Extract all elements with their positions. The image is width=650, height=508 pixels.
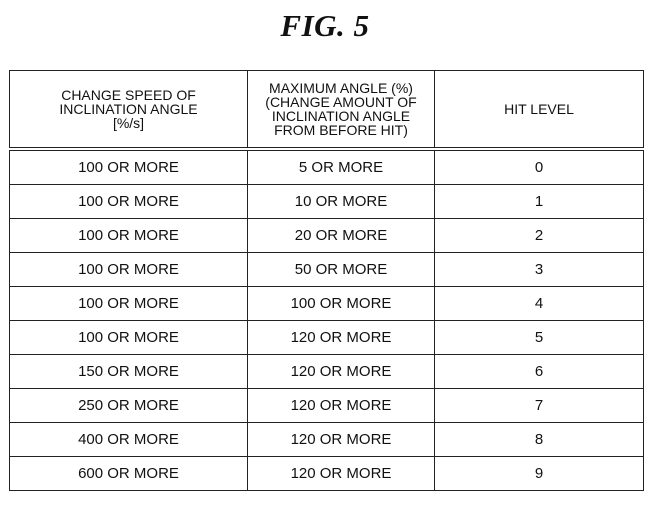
header-line: MAXIMUM ANGLE (%): [269, 80, 413, 96]
cell-maximum-angle: 120 OR MORE: [248, 321, 435, 355]
cell-change-speed: 100 OR MORE: [10, 253, 248, 287]
figure-title: FIG. 5: [280, 8, 370, 43]
cell-maximum-angle: 100 OR MORE: [248, 287, 435, 321]
cell-change-speed: 600 OR MORE: [10, 457, 248, 491]
header-hit-level: [435, 71, 644, 150]
header-line: [%/s]: [112, 115, 145, 131]
table-row: [10, 149, 644, 185]
table-row: [10, 287, 644, 321]
cell-hit-level: 2: [435, 219, 644, 253]
header-line: FROM BEFORE HIT): [274, 122, 408, 138]
cell-hit-level: 5: [435, 321, 644, 355]
cell-change-speed: 400 OR MORE: [10, 423, 248, 457]
table-row: [10, 321, 644, 355]
cell-change-speed: 100 OR MORE: [10, 185, 248, 219]
header-line: INCLINATION ANGLE: [271, 108, 411, 124]
table-row: [10, 253, 644, 287]
cell-maximum-angle: 120 OR MORE: [248, 457, 435, 491]
cell-maximum-angle: 5 OR MORE: [248, 149, 435, 185]
cell-maximum-angle: 120 OR MORE: [248, 423, 435, 457]
table-row: [10, 457, 644, 491]
cell-change-speed: 150 OR MORE: [10, 355, 248, 389]
table-header-row: [10, 71, 644, 150]
cell-maximum-angle: 20 OR MORE: [248, 219, 435, 253]
table-row: [10, 185, 644, 219]
cell-hit-level: 0: [435, 149, 644, 185]
header-line: HIT LEVEL: [504, 101, 574, 117]
header-line: INCLINATION ANGLE: [59, 101, 198, 117]
cell-hit-level: 4: [435, 287, 644, 321]
cell-hit-level: 9: [435, 457, 644, 491]
cell-hit-level: 8: [435, 423, 644, 457]
table-row: [10, 219, 644, 253]
cell-maximum-angle: 50 OR MORE: [248, 253, 435, 287]
cell-change-speed: 250 OR MORE: [10, 389, 248, 423]
cell-hit-level: 7: [435, 389, 644, 423]
table-row: [10, 355, 644, 389]
table-row: [10, 389, 644, 423]
cell-hit-level: 1: [435, 185, 644, 219]
cell-hit-level: 3: [435, 253, 644, 287]
header-change-speed: [10, 71, 248, 150]
header-maximum-angle: [248, 71, 435, 150]
header-line: CHANGE SPEED OF: [61, 87, 196, 103]
cell-maximum-angle: 120 OR MORE: [248, 355, 435, 389]
hit-level-table: [9, 70, 644, 491]
cell-change-speed: 100 OR MORE: [10, 287, 248, 321]
header-line: (CHANGE AMOUNT OF: [265, 94, 417, 110]
cell-change-speed: 100 OR MORE: [10, 321, 248, 355]
cell-maximum-angle: 120 OR MORE: [248, 389, 435, 423]
table-row: [10, 423, 644, 457]
cell-change-speed: 100 OR MORE: [10, 149, 248, 185]
cell-hit-level: 6: [435, 355, 644, 389]
cell-change-speed: 100 OR MORE: [10, 219, 248, 253]
cell-maximum-angle: 10 OR MORE: [248, 185, 435, 219]
